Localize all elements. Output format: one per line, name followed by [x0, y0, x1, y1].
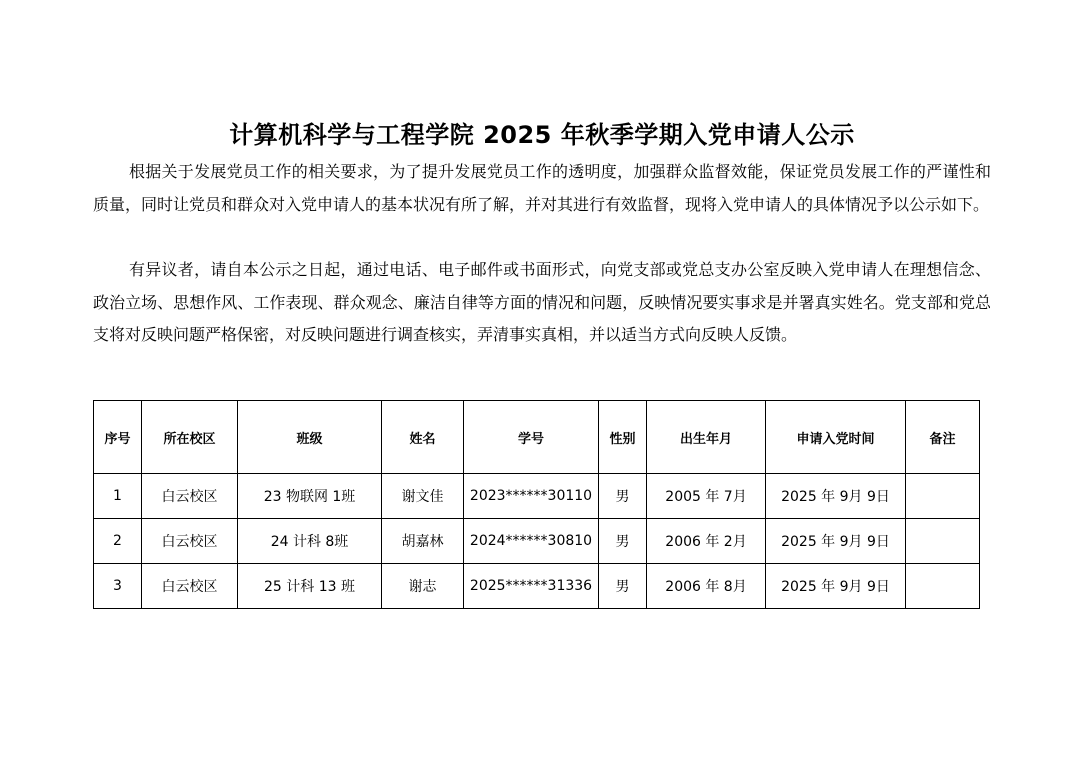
cell-application-date: 2025 年 9月 9日 [766, 519, 906, 564]
cell-name: 谢志 [382, 564, 464, 609]
header-remarks: 备注 [906, 401, 980, 474]
header-name: 姓名 [382, 401, 464, 474]
cell-student-id: 2023******30110 [464, 474, 599, 519]
table-row [94, 564, 980, 609]
cell-campus: 白云校区 [142, 564, 238, 609]
header-class: 班级 [238, 401, 382, 474]
cell-birth-date: 2006 年 8月 [647, 564, 766, 609]
applicant-table [93, 400, 980, 609]
header-birth-date: 出生年月 [647, 401, 766, 474]
cell-campus: 白云校区 [142, 519, 238, 564]
cell-class: 24 计科 8班 [238, 519, 382, 564]
cell-index: 1 [94, 474, 142, 519]
cell-class: 23 物联网 1班 [238, 474, 382, 519]
cell-birth-date: 2005 年 7月 [647, 474, 766, 519]
header-student-id: 学号 [464, 401, 599, 474]
cell-remarks [906, 519, 980, 564]
header-campus: 所在校区 [142, 401, 238, 474]
cell-class: 25 计科 13 班 [238, 564, 382, 609]
cell-gender: 男 [599, 519, 647, 564]
cell-student-id: 2025******31336 [464, 564, 599, 609]
cell-gender: 男 [599, 564, 647, 609]
cell-birth-date: 2006 年 2月 [647, 519, 766, 564]
objection-paragraph: 有异议者，请自本公示之日起，通过电话、电子邮件或书面形式，向党支部或党总支办公室反映入党申请人在理想信念、政治立场、思想作风、工作表现、群众观念、廉洁自律等方面的情况和问题，反映情况要实事求是并署真实姓名。党支部和党总支将对反映问题严格保密，对反映问题进行调查核实，弄清事实真相，并以适当方式向反映人反馈。 [93, 260, 991, 344]
cell-index: 2 [94, 519, 142, 564]
header-application-date: 申请入党时间 [766, 401, 906, 474]
table-row [94, 519, 980, 564]
cell-application-date: 2025 年 9月 9日 [766, 474, 906, 519]
cell-student-id: 2024******30810 [464, 519, 599, 564]
cell-remarks [906, 564, 980, 609]
cell-campus: 白云校区 [142, 474, 238, 519]
cell-name: 胡嘉林 [382, 519, 464, 564]
document-title: 计算机科学与工程学院 2025 年秋季学期入党申请人公示 [229, 121, 855, 149]
intro-paragraph: 根据关于发展党员工作的相关要求，为了提升发展党员工作的透明度，加强群众监督效能，保证党员发展工作的严谨性和质量，同时让党员和群众对入党申请人的基本状况有所了解，并对其进行有效监督，现将入党申请人的具体情况予以公示如下。 [93, 162, 991, 214]
cell-remarks [906, 474, 980, 519]
cell-gender: 男 [599, 474, 647, 519]
header-index: 序号 [94, 401, 142, 474]
document-page [93, 0, 991, 763]
table-row [94, 474, 980, 519]
cell-index: 3 [94, 564, 142, 609]
table-header-row [94, 401, 980, 474]
cell-application-date: 2025 年 9月 9日 [766, 564, 906, 609]
header-gender: 性别 [599, 401, 647, 474]
cell-name: 谢文佳 [382, 474, 464, 519]
